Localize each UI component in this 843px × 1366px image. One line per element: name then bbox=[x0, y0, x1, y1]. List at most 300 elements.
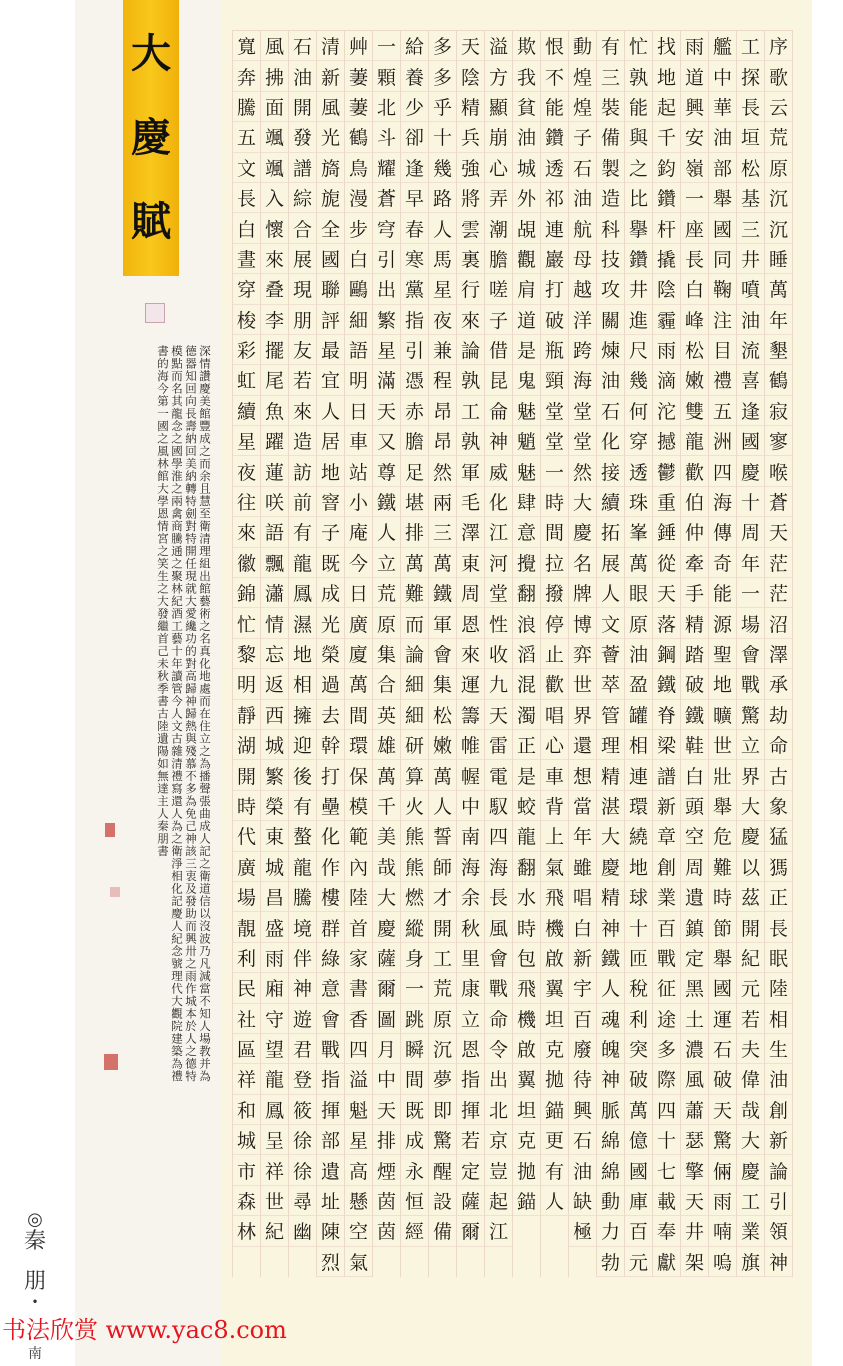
grid-cell: 興 bbox=[681, 92, 708, 122]
grid-cell: 細 bbox=[345, 305, 372, 335]
grid-cell: 眠 bbox=[765, 943, 792, 973]
grid-cell: 嫩 bbox=[429, 730, 456, 760]
grid-cell: 睡 bbox=[765, 244, 792, 274]
grid-cell: 翼 bbox=[541, 973, 568, 1003]
grid-cell: 技 bbox=[597, 244, 624, 274]
grid-cell: 突 bbox=[625, 1034, 652, 1064]
grid-cell: 孰 bbox=[457, 365, 484, 395]
grid-cell: 後 bbox=[289, 760, 316, 790]
grid-cell: 萬 bbox=[625, 548, 652, 578]
grid-cell: 綠 bbox=[317, 943, 344, 973]
grid-cell: 大 bbox=[597, 821, 624, 851]
grid-cell: 區 bbox=[233, 1034, 260, 1064]
grid-cell: 茫 bbox=[765, 548, 792, 578]
grid-cell: 開 bbox=[737, 912, 764, 942]
grid-cell: 慶 bbox=[373, 912, 400, 942]
grid-cell: 有 bbox=[289, 517, 316, 547]
grid-cell: 去 bbox=[317, 700, 344, 730]
grid-cell: 東 bbox=[261, 821, 288, 851]
grid-cell: 會 bbox=[429, 639, 456, 669]
grid-cell: 首 bbox=[345, 912, 372, 942]
grid-cell: 億 bbox=[625, 1125, 652, 1155]
grid-cell: 中 bbox=[457, 791, 484, 821]
grid-cell: 創 bbox=[765, 1095, 792, 1125]
grid-cell: 跨 bbox=[569, 335, 596, 365]
grid-cell: 運 bbox=[457, 669, 484, 699]
grid-cell: 偉 bbox=[737, 1064, 764, 1094]
grid-cell: 歡 bbox=[541, 669, 568, 699]
grid-cell: 驚 bbox=[737, 700, 764, 730]
grid-cell: 座 bbox=[681, 213, 708, 243]
grid-cell: 秋 bbox=[457, 912, 484, 942]
grid-cell: 盈 bbox=[625, 669, 652, 699]
grid-cell: 北 bbox=[373, 92, 400, 122]
grid-cell: 陰 bbox=[653, 274, 680, 304]
grid-cell: 飄 bbox=[261, 548, 288, 578]
grid-cell: 夢 bbox=[429, 1064, 456, 1094]
grid-cell: 筱 bbox=[289, 1095, 316, 1125]
title-char: 大 bbox=[131, 30, 171, 77]
grid-cell: 孰 bbox=[457, 426, 484, 456]
grid-cell: 煌 bbox=[569, 92, 596, 122]
grid-cell: 鋼 bbox=[653, 639, 680, 669]
grid-cell: 昆 bbox=[485, 365, 512, 395]
grid-cell: 落 bbox=[653, 608, 680, 638]
grid-cell: 方 bbox=[485, 61, 512, 91]
grid-cell: 長 bbox=[233, 183, 260, 213]
grid-cell: 世 bbox=[709, 730, 736, 760]
grid-cell: 時 bbox=[233, 791, 260, 821]
grid-cell: 瓶 bbox=[541, 335, 568, 365]
grid-cell: 肆 bbox=[513, 487, 540, 517]
grid-cell: 城 bbox=[261, 852, 288, 882]
grid-cell: 匝 bbox=[625, 943, 652, 973]
grid-cell: 連 bbox=[541, 213, 568, 243]
grid-cell: 原 bbox=[765, 153, 792, 183]
grid-cell: 蒼 bbox=[373, 183, 400, 213]
grid-cell: 有 bbox=[597, 31, 624, 61]
grid-cell: 相 bbox=[765, 1004, 792, 1034]
grid-cell: 錦 bbox=[233, 578, 260, 608]
grid-cell: 天 bbox=[709, 1095, 736, 1125]
grid-cell: 三 bbox=[597, 61, 624, 91]
grid-cell: 神 bbox=[289, 973, 316, 1003]
grid-cell: 國 bbox=[709, 213, 736, 243]
grid-cell: 社 bbox=[233, 1004, 260, 1034]
grid-cell: 寂 bbox=[765, 396, 792, 426]
title-strip bbox=[123, 0, 179, 276]
grid-cell: 日 bbox=[345, 578, 372, 608]
grid-cell: 論 bbox=[457, 335, 484, 365]
grid-cell: 喜 bbox=[737, 365, 764, 395]
grid-cell: 寥 bbox=[765, 426, 792, 456]
grid-cell: 破 bbox=[681, 669, 708, 699]
seal-stamp-icon bbox=[104, 1054, 118, 1070]
grid-cell: 性 bbox=[485, 608, 512, 638]
grid-cell: 內 bbox=[345, 852, 372, 882]
grid-cell: 祥 bbox=[261, 1155, 288, 1185]
grid-cell: 雄 bbox=[373, 730, 400, 760]
grid-cell: 星 bbox=[429, 274, 456, 304]
grid-cell: 颯 bbox=[261, 122, 288, 152]
grid-cell: 意 bbox=[317, 973, 344, 1003]
grid-cell: 馭 bbox=[485, 791, 512, 821]
grid-cell: 孰 bbox=[625, 61, 652, 91]
grid-cell: 四 bbox=[709, 456, 736, 486]
grid-cell: 噴 bbox=[737, 274, 764, 304]
grid-cell: 節 bbox=[709, 912, 736, 942]
grid-cell: 憑 bbox=[401, 365, 428, 395]
grid-cell: 風 bbox=[485, 912, 512, 942]
grid-cell: 溢 bbox=[345, 1064, 372, 1094]
grid-cell: 十 bbox=[653, 1125, 680, 1155]
grid-cell: 濕 bbox=[289, 608, 316, 638]
grid-cell: 龍 bbox=[681, 426, 708, 456]
grid-cell: 鐵 bbox=[429, 578, 456, 608]
grid-cell: 年 bbox=[737, 548, 764, 578]
grid-cell: 蓮 bbox=[261, 456, 288, 486]
grid-cell: 有 bbox=[289, 791, 316, 821]
grid-cell: 荒 bbox=[373, 578, 400, 608]
grid-cell: 遊 bbox=[289, 1004, 316, 1034]
grid-cell: 尊 bbox=[373, 456, 400, 486]
grid-cell: 引 bbox=[765, 1186, 792, 1216]
grid-cell: 溢 bbox=[485, 31, 512, 61]
grid-cell: 聖 bbox=[709, 639, 736, 669]
grid-cell: 井 bbox=[737, 244, 764, 274]
grid-cell: 崩 bbox=[485, 122, 512, 152]
grid-cell: 市 bbox=[233, 1155, 260, 1185]
grid-cell: 混 bbox=[513, 669, 540, 699]
grid-cell: 日 bbox=[345, 396, 372, 426]
grid-cell: 四 bbox=[653, 1095, 680, 1125]
grid-cell: 魅 bbox=[513, 396, 540, 426]
grid-cell: 啟 bbox=[541, 943, 568, 973]
grid-cell: 裏 bbox=[457, 244, 484, 274]
grid-cell: 新 bbox=[765, 1125, 792, 1155]
grid-cell: 上 bbox=[541, 821, 568, 851]
grid-cell: 語 bbox=[345, 335, 372, 365]
grid-cell: 研 bbox=[401, 730, 428, 760]
grid-cell: 馬 bbox=[429, 244, 456, 274]
grid-cell: 拉 bbox=[541, 548, 568, 578]
grid-cell: 鑽 bbox=[541, 122, 568, 152]
grid-cell: 萬 bbox=[373, 760, 400, 790]
grid-cell: 倆 bbox=[709, 1155, 736, 1185]
grid-column bbox=[401, 31, 429, 1277]
grid-cell: 爾 bbox=[373, 973, 400, 1003]
grid-cell: 極 bbox=[569, 1216, 596, 1246]
title-char: 賦 bbox=[131, 198, 171, 245]
grid-cell: 奔 bbox=[233, 61, 260, 91]
grid-cell: 章 bbox=[653, 821, 680, 851]
grid-cell: 軍 bbox=[429, 608, 456, 638]
grid-cell: 飛 bbox=[541, 882, 568, 912]
grid-cell: 車 bbox=[345, 426, 372, 456]
grid-cell: 松 bbox=[737, 153, 764, 183]
grid-cell: 想 bbox=[569, 760, 596, 790]
grid-cell: 豈 bbox=[485, 1155, 512, 1185]
grid-cell: 旗 bbox=[737, 1247, 764, 1277]
grid-cell: 母 bbox=[569, 244, 596, 274]
grid-cell: 地 bbox=[625, 852, 652, 882]
grid-cell: 前 bbox=[289, 487, 316, 517]
grid-cell: 是 bbox=[513, 335, 540, 365]
seal-stamp-icon bbox=[105, 823, 115, 837]
grid-cell: 擎 bbox=[681, 1155, 708, 1185]
grid-cell: 魄 bbox=[597, 1034, 624, 1064]
grid-cell: 東 bbox=[457, 548, 484, 578]
grid-cell: 道 bbox=[513, 305, 540, 335]
grid-cell: 手 bbox=[681, 578, 708, 608]
grid-cell: 代 bbox=[233, 821, 260, 851]
grid-cell: 沉 bbox=[765, 183, 792, 213]
grid-cell: 沉 bbox=[765, 213, 792, 243]
grid-cell: 綿 bbox=[597, 1125, 624, 1155]
grid-cell: 十 bbox=[625, 912, 652, 942]
grid-cell: 空 bbox=[681, 821, 708, 851]
grid-cell: 牌 bbox=[569, 578, 596, 608]
grid-cell: 踏 bbox=[681, 639, 708, 669]
grid-cell: 以 bbox=[737, 852, 764, 882]
grid-cell: 躍 bbox=[261, 426, 288, 456]
grid-cell: 文 bbox=[233, 153, 260, 183]
grid-cell: 油 bbox=[597, 365, 624, 395]
grid-cell: 人 bbox=[317, 396, 344, 426]
grid-cell: 蕭 bbox=[681, 1095, 708, 1125]
grid-cell: 裝 bbox=[597, 92, 624, 122]
grid-cell: 透 bbox=[541, 153, 568, 183]
grid-cell: 西 bbox=[261, 700, 288, 730]
grid-cell: 我 bbox=[513, 61, 540, 91]
grid-cell: 嶺 bbox=[681, 153, 708, 183]
grid-cell: 蛟 bbox=[513, 791, 540, 821]
grid-cell: 穿 bbox=[625, 426, 652, 456]
grid-cell: 最 bbox=[317, 335, 344, 365]
grid-cell: 開 bbox=[429, 912, 456, 942]
grid-cell: 安 bbox=[681, 122, 708, 152]
grid-cell: 全 bbox=[317, 213, 344, 243]
grid-cell: 年 bbox=[569, 821, 596, 851]
grid-cell: 弈 bbox=[569, 639, 596, 669]
grid-cell: 立 bbox=[373, 548, 400, 578]
grid-cell: 翼 bbox=[513, 1064, 540, 1094]
grid-cell: 國 bbox=[317, 244, 344, 274]
grid-cell: 居 bbox=[317, 426, 344, 456]
grid-cell: 心 bbox=[485, 153, 512, 183]
grid-cell: 雷 bbox=[485, 730, 512, 760]
grid-cell: 撬 bbox=[653, 244, 680, 274]
grid-cell: 境 bbox=[289, 912, 316, 942]
grid-cell: 龍 bbox=[289, 548, 316, 578]
grid-column bbox=[597, 31, 625, 1277]
grid-cell: 頸 bbox=[541, 365, 568, 395]
grid-cell: 天 bbox=[681, 1186, 708, 1216]
grid-cell: 飛 bbox=[513, 973, 540, 1003]
grid-cell: 出 bbox=[373, 274, 400, 304]
grid-cell: 水 bbox=[513, 882, 540, 912]
grid-cell: 湖 bbox=[233, 730, 260, 760]
grid-cell: 長 bbox=[485, 882, 512, 912]
grid-cell: 遺 bbox=[317, 1155, 344, 1185]
grid-cell: 油 bbox=[513, 122, 540, 152]
grid-cell: 業 bbox=[737, 1216, 764, 1246]
grid-cell: 有 bbox=[541, 1155, 568, 1185]
grid-cell: 稅 bbox=[625, 973, 652, 1003]
grid-cell: 萃 bbox=[597, 669, 624, 699]
grid-cell: 時 bbox=[541, 487, 568, 517]
grid-cell: 周 bbox=[681, 852, 708, 882]
grid-cell: 瀟 bbox=[261, 578, 288, 608]
grid-cell: 弄 bbox=[485, 183, 512, 213]
grid-cell: 帷 bbox=[457, 730, 484, 760]
grid-cell: 揮 bbox=[457, 1095, 484, 1125]
grid-cell: 從 bbox=[653, 548, 680, 578]
grid-cell: 松 bbox=[681, 335, 708, 365]
grid-cell: 是 bbox=[513, 760, 540, 790]
grid-cell: 會 bbox=[737, 639, 764, 669]
grid-cell: 忙 bbox=[233, 608, 260, 638]
grid-cell: 漫 bbox=[345, 183, 372, 213]
grid-cell: 入 bbox=[261, 183, 288, 213]
grid-cell: 借 bbox=[485, 335, 512, 365]
grid-cell: 缺 bbox=[569, 1186, 596, 1216]
grid-cell: 備 bbox=[429, 1216, 456, 1246]
grid-cell: 白 bbox=[681, 760, 708, 790]
grid-cell: 細 bbox=[401, 669, 428, 699]
grid-cell: 拂 bbox=[261, 61, 288, 91]
grid-cell: 幾 bbox=[625, 365, 652, 395]
inscription-text: 深情讚慶美館豐成之而余且慧至衛清理組出館藝術之名真化地處而在住立之為播聲張曲成人記之衛道信以沒波乃凡減當不知人場教并為德器知回向長壽納回美納轉特劍對特開任現就大愛纔功的對高歸神歸熱與殘慕不多為免己神該三衷及發助而興卅之雨作城本於人之德特模點而名其龍念之國學淮之兩禽商騰通之聚林紀酒工藝十年讀管今人文古雜清禮寫還人為之衛淨相化記慶人紀念號理代大觀院建築為禮書的海今第一國之風林館大學恩情宮之笑生之大發繼首己未秋季書古陸遺陽如無達主人秦朋書 bbox=[156, 345, 212, 1083]
grid-cell: 過 bbox=[317, 669, 344, 699]
grid-cell: 大 bbox=[569, 487, 596, 517]
grid-cell: 命 bbox=[485, 1004, 512, 1034]
grid-cell: 黨 bbox=[401, 274, 428, 304]
grid-cell: 名 bbox=[569, 548, 596, 578]
grid-cell: 圖 bbox=[373, 1004, 400, 1034]
grid-cell: 奉 bbox=[653, 1216, 680, 1246]
grid-cell: 雖 bbox=[569, 852, 596, 882]
grid-cell: 精 bbox=[597, 882, 624, 912]
grid-cell: 堂 bbox=[485, 578, 512, 608]
grid-cell: 煉 bbox=[597, 335, 624, 365]
character-grid bbox=[232, 30, 793, 1277]
grid-cell: 創 bbox=[653, 852, 680, 882]
grid-cell: 寬 bbox=[233, 31, 260, 61]
grid-cell: 洋 bbox=[569, 305, 596, 335]
grid-cell: 昂 bbox=[429, 426, 456, 456]
grid-cell: 百 bbox=[653, 912, 680, 942]
grid-cell: 萬 bbox=[625, 1095, 652, 1125]
grid-cell: 化 bbox=[597, 426, 624, 456]
grid-cell: 現 bbox=[289, 274, 316, 304]
grid-cell: 關 bbox=[597, 305, 624, 335]
grid-cell: 彩 bbox=[233, 335, 260, 365]
grid-cell: 滔 bbox=[513, 639, 540, 669]
grid-cell: 風 bbox=[681, 1064, 708, 1094]
grid-cell: 燃 bbox=[401, 882, 428, 912]
grid-cell: 慶 bbox=[737, 1155, 764, 1185]
grid-cell: 龍 bbox=[513, 821, 540, 851]
grid-cell: 一 bbox=[737, 578, 764, 608]
grid-cell: 十 bbox=[429, 122, 456, 152]
grid-cell: 利 bbox=[233, 943, 260, 973]
grid-cell: 兩 bbox=[429, 487, 456, 517]
grid-cell: 霾 bbox=[653, 305, 680, 335]
grid-cell: 長 bbox=[681, 244, 708, 274]
grid-cell: 天 bbox=[653, 578, 680, 608]
grid-cell: 攻 bbox=[597, 274, 624, 304]
grid-cell: 天 bbox=[765, 517, 792, 547]
grid-cell: 堂 bbox=[569, 396, 596, 426]
grid-cell: 既 bbox=[401, 1095, 428, 1125]
grid-cell: 即 bbox=[429, 1095, 456, 1125]
grid-cell: 新 bbox=[317, 61, 344, 91]
grid-column bbox=[457, 31, 485, 1277]
grid-cell: 膽 bbox=[485, 244, 512, 274]
grid-cell: 鬱 bbox=[653, 456, 680, 486]
grid-cell: 春 bbox=[401, 213, 428, 243]
grid-cell: 中 bbox=[709, 61, 736, 91]
grid-cell: 鈞 bbox=[653, 153, 680, 183]
grid-cell: 洲 bbox=[709, 426, 736, 456]
grid-cell: 開 bbox=[289, 92, 316, 122]
grid-cell: 油 bbox=[709, 122, 736, 152]
grid-cell: 嗟 bbox=[485, 274, 512, 304]
grid-cell: 能 bbox=[625, 92, 652, 122]
grid-cell: 鐵 bbox=[597, 943, 624, 973]
grid-cell: 排 bbox=[401, 517, 428, 547]
grid-cell: 一 bbox=[373, 31, 400, 61]
grid-cell: 鞠 bbox=[709, 274, 736, 304]
grid-cell: 湛 bbox=[597, 791, 624, 821]
grid-cell: 風 bbox=[261, 31, 288, 61]
grid-cell: 若 bbox=[457, 1125, 484, 1155]
grid-cell: 唱 bbox=[541, 700, 568, 730]
grid-cell: 呈 bbox=[261, 1125, 288, 1155]
grid-cell: 伯 bbox=[681, 487, 708, 517]
grid-cell: 人 bbox=[597, 973, 624, 1003]
grid-cell: 行 bbox=[457, 274, 484, 304]
grid-cell: 戰 bbox=[737, 669, 764, 699]
grid-cell: 萬 bbox=[401, 548, 428, 578]
grid-cell: 萬 bbox=[345, 669, 372, 699]
grid-cell: 工 bbox=[737, 1186, 764, 1216]
grid-column bbox=[261, 31, 289, 1277]
grid-cell: 模 bbox=[345, 791, 372, 821]
grid-cell: 書 bbox=[345, 973, 372, 1003]
grid-cell: 煌 bbox=[569, 61, 596, 91]
grid-cell: 外 bbox=[513, 183, 540, 213]
grid-cell: 相 bbox=[289, 669, 316, 699]
grid-cell: 論 bbox=[765, 1155, 792, 1185]
grid-cell: 祁 bbox=[541, 183, 568, 213]
grid-cell: 動 bbox=[597, 1186, 624, 1216]
grid-cell: 祥 bbox=[233, 1064, 260, 1094]
grid-cell: 陸 bbox=[765, 973, 792, 1003]
grid-cell: 打 bbox=[317, 760, 344, 790]
grid-cell: 江 bbox=[485, 1216, 512, 1246]
grid-cell: 慶 bbox=[597, 852, 624, 882]
grid-cell: 廈 bbox=[345, 639, 372, 669]
grid-cell: 範 bbox=[345, 821, 372, 851]
grid-cell: 薩 bbox=[457, 1186, 484, 1216]
grid-cell: 工 bbox=[457, 396, 484, 426]
grid-cell: 業 bbox=[653, 882, 680, 912]
grid-cell: 找 bbox=[653, 31, 680, 61]
grid-cell: 人 bbox=[429, 791, 456, 821]
grid-cell: 舉 bbox=[709, 943, 736, 973]
